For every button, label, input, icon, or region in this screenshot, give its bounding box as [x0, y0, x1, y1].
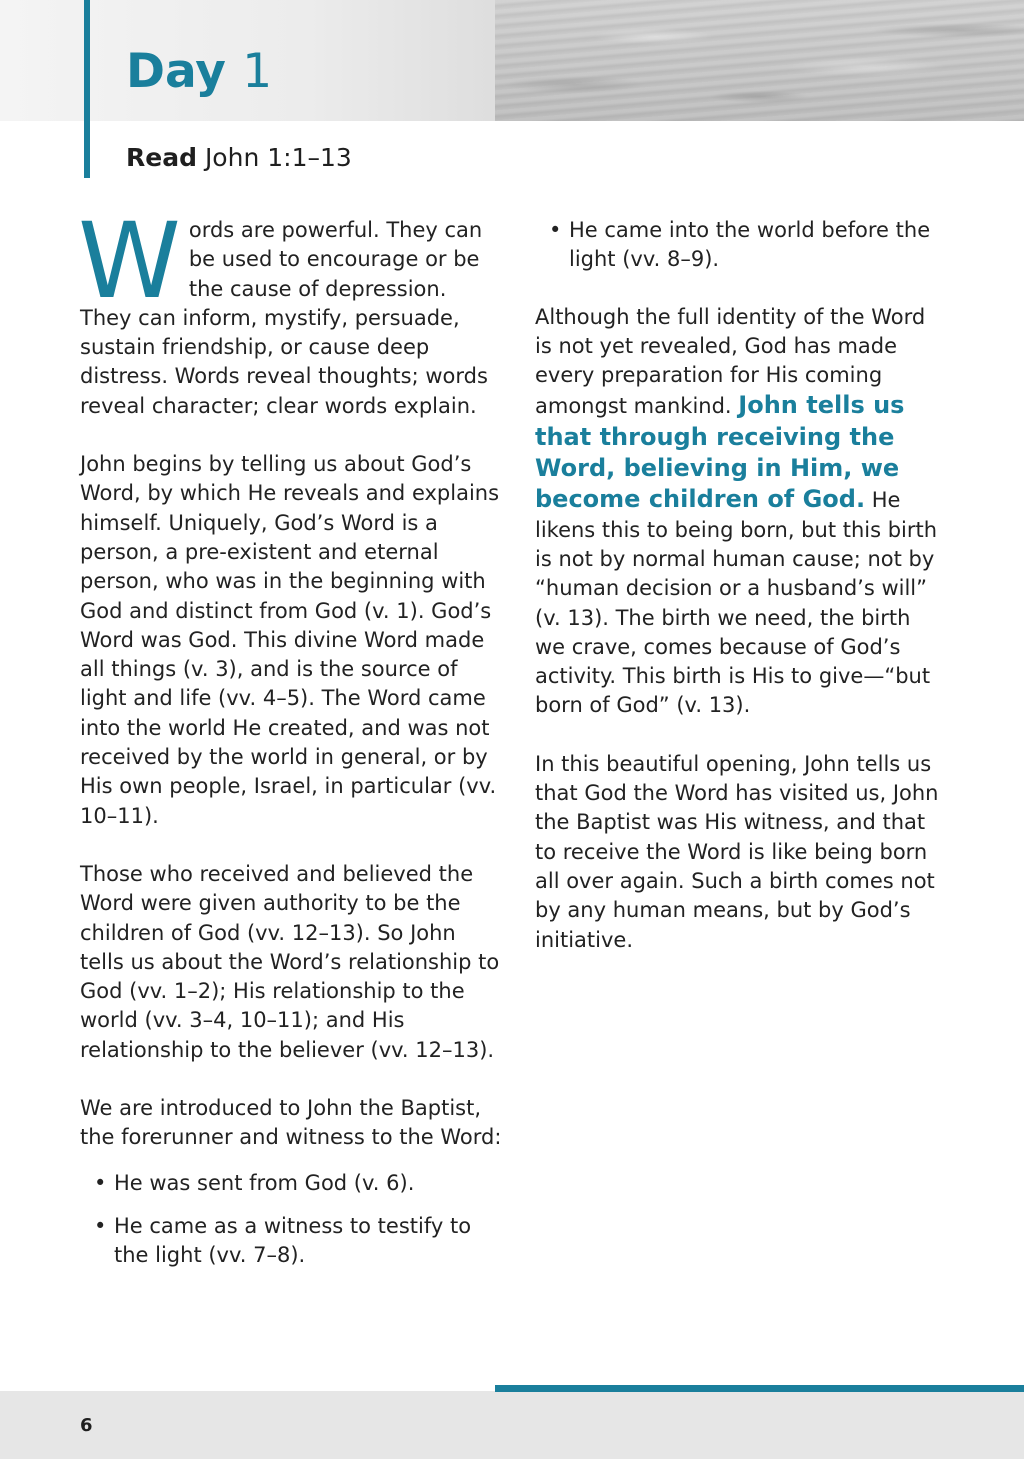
list-item: • He was sent from God (v. 6). — [80, 1169, 504, 1198]
day-number: 1 — [242, 44, 273, 99]
drop-cap: W — [78, 200, 181, 322]
header-accent-bar — [84, 0, 90, 178]
bullet-icon: • — [549, 218, 562, 242]
left-column — [78, 200, 504, 1293]
intro-text: ords are powerful. They can be used to encourage or be the cause of depression. They can inform, mystify, persuade, sustain friendship, or cause deep distress. Words reveal thoughts; words reveal character; clear words explain. — [80, 218, 488, 418]
bullet-list — [535, 216, 945, 275]
list-item: • He came into the world before the light (vv. 8–9). — [549, 218, 931, 272]
footer-accent-bar — [495, 1385, 1024, 1392]
paragraph: We are introduced to John the Baptist, the forerunner and witness to the Word: — [80, 1096, 502, 1150]
day-word: Day — [126, 44, 226, 99]
bullet-icon: • — [94, 1213, 107, 1238]
paragraph: In this beautiful opening, John tells us that God the Word has visited us, John the Baptist was His witness, and that to receive the Word is like being born all over again. Such a birth comes not by any human means, but by God’s initiative. — [535, 751, 939, 952]
right-column — [535, 216, 945, 984]
bullet-list — [80, 1169, 504, 1271]
paragraph: John begins by telling us about God’s Word, by which He reveals and explains himself. Uniquely, God’s Word is a person, a pre-existent and eternal person, who was in the beginning with God and distinct from God (v. 1). God’s Word was God. This divine Word made all things (v. 3), and is the source of light and life (vv. 4–5). The Word came into the world He created, and was not received by the world in general, or by His own people, Israel, in particular (vv. 10–11). — [80, 452, 500, 828]
highlighted-statement: John tells us that through receiving the Word, believing in Him, we become children of God. — [535, 391, 905, 514]
paragraph-intro — [78, 200, 504, 421]
bullet-icon: • — [94, 1170, 107, 1195]
reading-reference — [126, 138, 352, 178]
read-label: Read — [126, 143, 197, 172]
header-water-image — [495, 0, 1024, 121]
page-title — [126, 40, 272, 104]
page-number: 6 — [80, 1415, 93, 1436]
list-item: • He came as a witness to testify to the light (vv. 7–8). — [94, 1213, 472, 1268]
paragraph: Those who received and believed the Word were given authority to be the children of God (vv. 12–13). So John tells us about the Word’s relationship to God (vv. 1–2); His relationship to the world (vv. 3–4, 10–11); and His relationship to the believer (vv. 12–13). — [80, 861, 500, 1062]
footer-band — [0, 1391, 1024, 1459]
passage-reference: John 1:1–13 — [204, 143, 352, 172]
paragraph: Although the full identity of the Word is not yet revealed, God has made every preparation for His coming amongst mankind. John tells us that through receiving the Word, believing in Him, we become children of God. He likens this to being born, but this birth is not by normal human cause; not by “human decision or a husband’s will” (v. 13). The birth we need, the birth we crave, comes because of God’s activity. This birth is His to give—“but born of God” (v. 13). — [535, 304, 938, 718]
